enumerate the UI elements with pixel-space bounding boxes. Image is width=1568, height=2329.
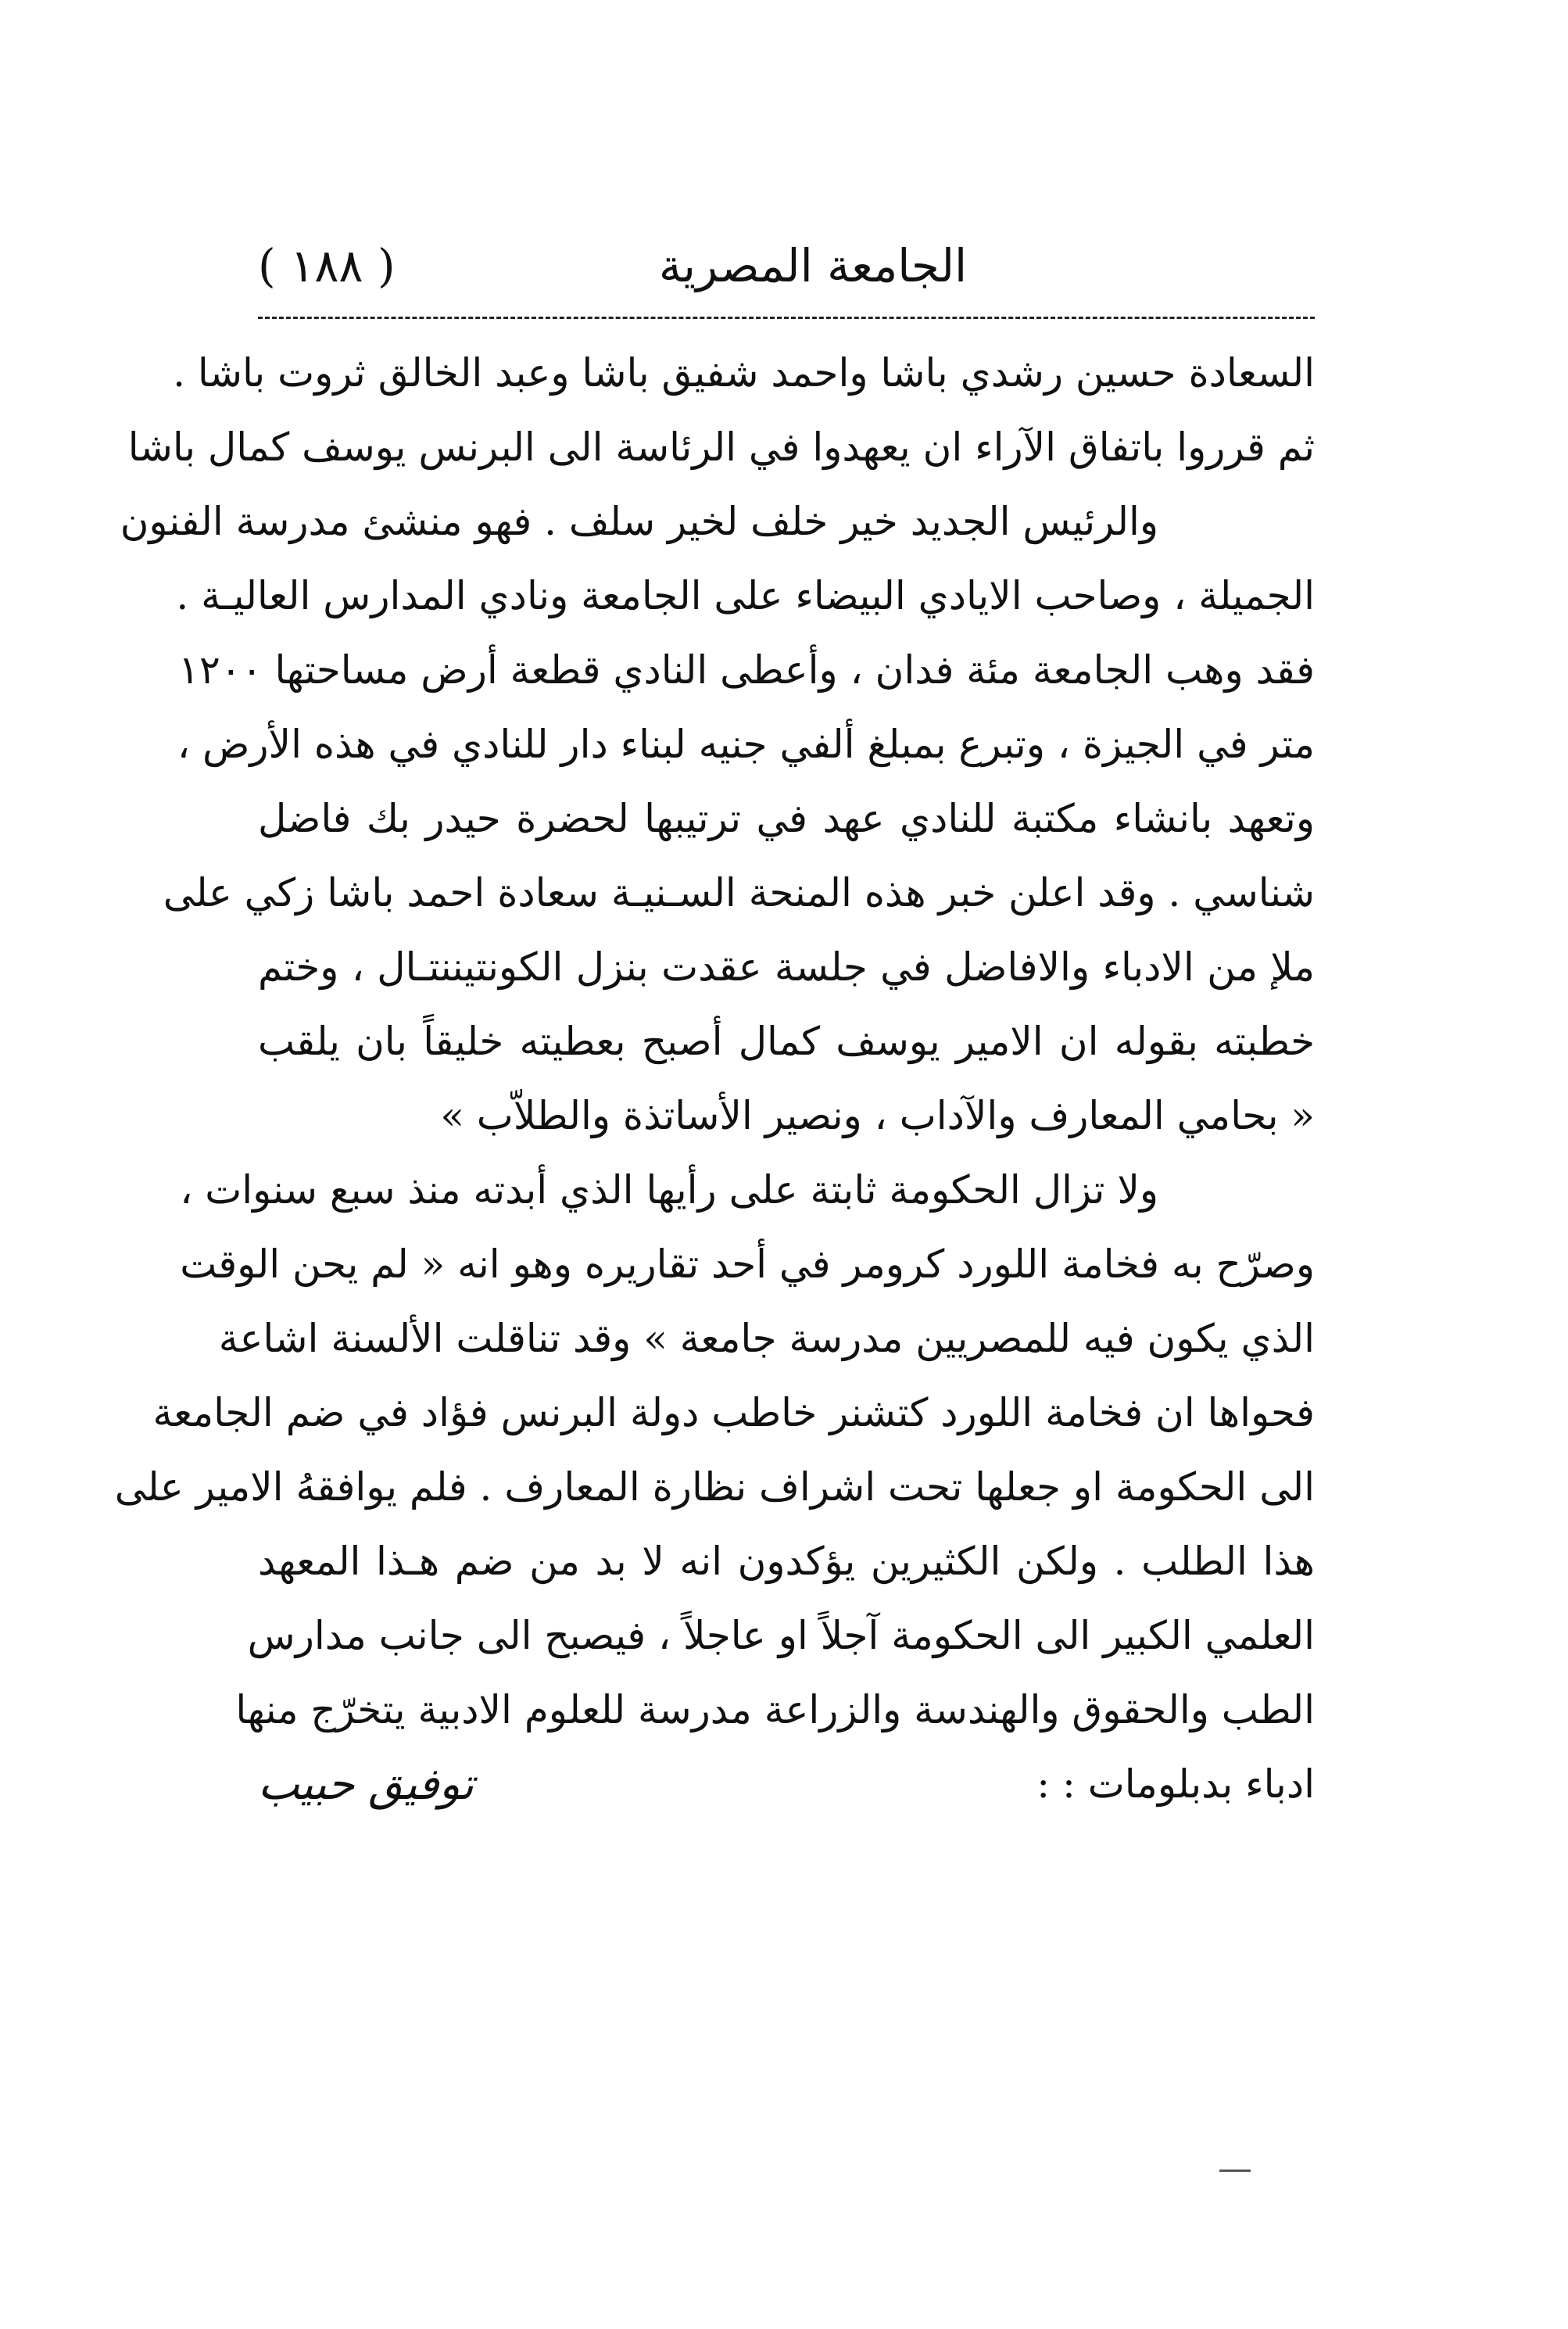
text-line: وصرّح به فخامة اللورد كرومر في أحد تقاريره وهو انه « لم يحن الوقت — [180, 1242, 1315, 1287]
text-line: ثم قرروا باتفاق الآراء ان يعهدوا في الرئاسة الى البرنس يوسف كمال باشا — [127, 425, 1315, 470]
text-line: فقد وهب الجامعة مئة فدان ، وأعطى النادي قطعة أرض مساحتها ١٢٠٠ — [178, 647, 1315, 693]
closing-line — [258, 1747, 1315, 1822]
text-line: ملإ من الادباء والافاضل في جلسة عقدت بنزل الكونتيننتـال ، وختم — [258, 944, 1315, 990]
text-line: العلمي الكبير الى الحكومة آجلاً او عاجلاً ، فيصبح الى جانب مدارس — [247, 1613, 1315, 1658]
text-line: فحواها ان فخامة اللورد كتشنر خاطب دولة البرنس فؤاد في ضم الجامعة — [152, 1390, 1315, 1435]
text-line: الطب والحقوق والهندسة والزراعة مدرسة للعلوم الادبية يتخرّج منها — [235, 1687, 1315, 1732]
body-text — [114, 336, 1315, 1822]
text-line: شناسي . وقد اعلن خبر هذه المنحة السـنيـة سعادة احمد باشا زكي على — [163, 870, 1315, 915]
text-line: متر في الجيزة ، وتبرع بمبلغ ألفي جنيه لبناء دار للنادي في هذه الأرض ، — [177, 722, 1315, 767]
text-line: الذي يكون فيه للمصريين مدرسة جامعة » وقد تناقلت الألسنة اشاعة — [218, 1316, 1315, 1361]
text-line: خطبته بقوله ان الامير يوسف كمال أصبح بعطيته خليقاً بان يلقب — [258, 1019, 1315, 1064]
text-line: الى الحكومة او جعلها تحت اشراف نظارة المعارف . فلم يوافقهُ الامير على — [114, 1464, 1315, 1510]
author-signature: توفيق حبيب — [258, 1759, 474, 1810]
text-line: الجميلة ، وصاحب الايادي البيضاء على الجامعة ونادي المدارس العاليـة . — [176, 573, 1315, 618]
text-line: هذا الطلب . ولكن الكثيرين يؤكدون انه لا بد من ضم هـذا المعهد — [258, 1539, 1315, 1584]
text-line: « بحامي المعارف والآداب ، ونصير الأساتذة والطلاّب » — [440, 1093, 1315, 1138]
text-line: السعادة حسين رشدي باشا واحمد شفيق باشا وعبد الخالق ثروت باشا . — [173, 350, 1315, 396]
page-number: ( ١٨٨ ) — [258, 239, 396, 292]
text-line: والرئيس الجديد خير خلف لخير سلف . فهو منشئ مدرسة الفنون — [120, 499, 1158, 544]
header-rule — [258, 317, 1315, 319]
page-header — [258, 235, 1315, 297]
text-line: وتعهد بانشاء مكتبة للنادي عهد في ترتيبها لحضرة حيدر بك فاضل — [258, 796, 1315, 841]
running-title: الجامعة المصرية — [658, 239, 968, 292]
footer-mark — [1219, 2170, 1251, 2172]
text-line: ولا تزال الحكومة ثابتة على رأيها الذي أبدته منذ سبع سنوات ، — [180, 1167, 1158, 1213]
last-text-line: ادباء بدبلومات : : — [1036, 1761, 1315, 1807]
